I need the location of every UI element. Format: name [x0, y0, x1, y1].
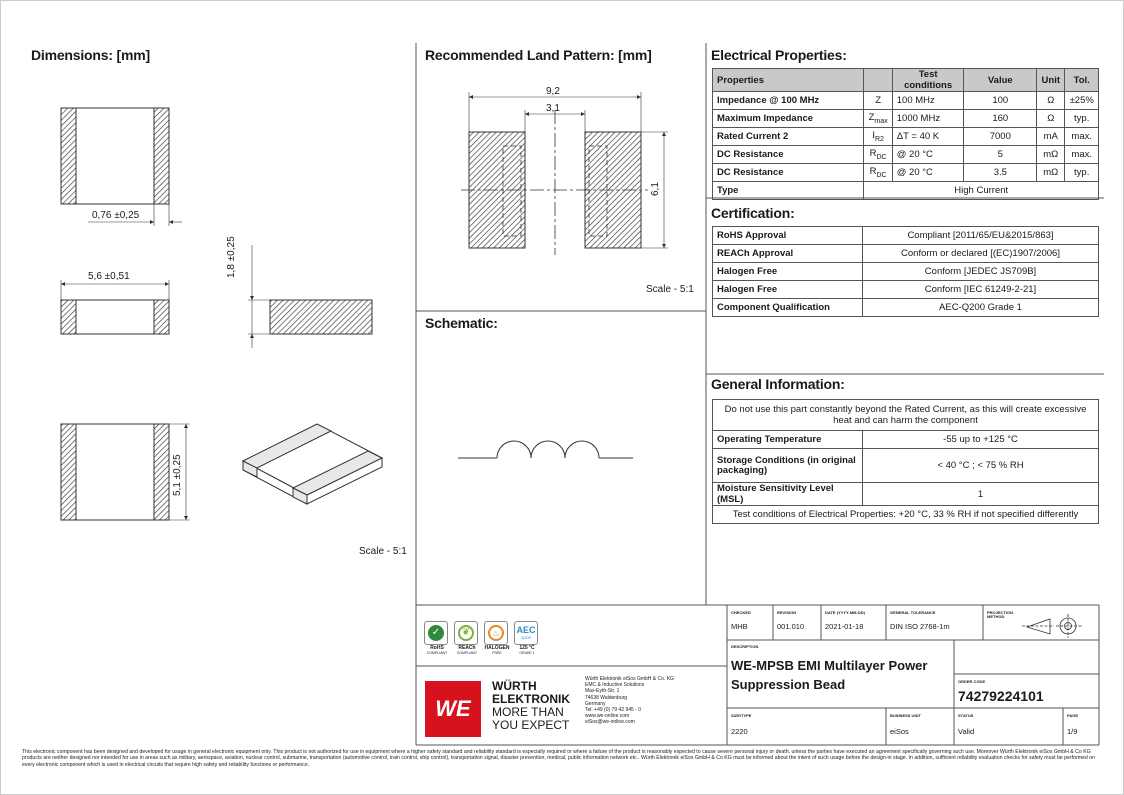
cert-value: AEC-Q200 Grade 1: [863, 299, 1099, 317]
col-header: [864, 69, 892, 92]
reach-badge: [454, 621, 480, 661]
prop-cell: DC Resistance: [713, 146, 864, 164]
cert-value: Conform [JEDEC JS709B]: [863, 263, 1099, 281]
date-value: 2021-01-18: [825, 622, 864, 631]
schematic-heading: Schematic:: [425, 315, 498, 331]
value-cell: 160: [964, 110, 1037, 128]
address-line: Tel. +49 (0) 79 42 945 - 0: [585, 707, 642, 714]
prop-cell: DC Resistance: [713, 164, 864, 182]
badge-row: [424, 621, 542, 661]
cond-cell: @ 20 °C: [892, 164, 964, 182]
cert-label: Halogen Free: [713, 281, 863, 299]
table-row: [713, 227, 1099, 245]
tol-cell: max.: [1065, 146, 1099, 164]
size-label: SIZE/TYPE: [731, 713, 752, 718]
revision-value: 001.010: [777, 622, 805, 631]
page-label: PAGE: [1067, 713, 1079, 718]
gen-label: Operating Temperature: [713, 431, 863, 449]
company-address: [585, 676, 674, 726]
table-row: [713, 449, 1099, 483]
gen-value: 1: [863, 483, 1099, 506]
symbol-cell: $R_{DC}$: [864, 146, 892, 164]
electrical-heading: Electrical Properties:: [711, 47, 847, 63]
cert-label: REACh Approval: [713, 245, 863, 263]
badge-label: RoHS: [430, 645, 444, 651]
unit-cell: mΩ: [1037, 146, 1065, 164]
bottom-view-drawing: [61, 424, 190, 520]
tol-cell: ±25%: [1065, 92, 1099, 110]
we-logo: [425, 681, 481, 737]
prop-cell: Type: [713, 182, 864, 200]
side-view-drawing: [61, 280, 169, 334]
badge-sub: COMPLIANT: [426, 651, 448, 655]
product-title-2: Suppression Bead: [731, 677, 846, 692]
certification-table: [712, 226, 1099, 317]
gen-value: < 40 °C ; < 75 % RH: [863, 449, 1099, 483]
cert-value: Conform [IEC 61249-2-21]: [863, 281, 1099, 299]
product-title: [731, 656, 927, 694]
land-gap: 3,1: [546, 103, 560, 114]
cond-cell: ΔT = 40 K: [892, 128, 964, 146]
tol-cell: typ.: [1065, 164, 1099, 182]
symbol-cell: Z: [864, 92, 892, 110]
svg-text:WE: WE: [435, 696, 471, 721]
cert-value: Conform or declared [(EC)1907/2006]: [863, 245, 1099, 263]
tol-cell: max.: [1065, 128, 1099, 146]
land-width-total: 9,2: [546, 86, 560, 97]
certification-heading: Certification:: [711, 205, 795, 221]
value-cell: 7000: [964, 128, 1037, 146]
land-pattern-drawing: [461, 92, 668, 255]
unit-cell: mΩ: [1037, 164, 1065, 182]
dim-width: 5,1 ±0,25: [172, 454, 183, 496]
badge-sub: FREE: [492, 651, 502, 655]
value-cell: 5: [964, 146, 1037, 164]
tolerance-label: GENERAL TOLERANCE: [890, 610, 936, 615]
tol-cell: typ.: [1065, 110, 1099, 128]
electrical-table: [712, 68, 1099, 200]
aec-badge: [514, 621, 540, 661]
leaf-icon: ❦: [454, 621, 478, 645]
address-line: Max-Eyth-Str. 1: [585, 688, 620, 695]
slogan-1: MORE THAN: [492, 705, 564, 719]
general-table: [712, 399, 1099, 524]
date-label: DATE (YYYY-MM-DD): [825, 610, 865, 615]
dim-height: 1,8 ±0,25: [226, 236, 237, 278]
cert-label: RoHS Approval: [713, 227, 863, 245]
description-label: DESCRIPTION: [731, 644, 759, 649]
table-row: [713, 92, 1099, 110]
gen-label: Storage Conditions (in original packaging): [713, 449, 863, 483]
checked-label: CHECKED: [731, 610, 751, 615]
status-label: STATUS: [958, 713, 974, 718]
halogen-badge: [484, 621, 510, 661]
product-title-1: WE-MPSB EMI Multilayer Power: [731, 658, 928, 673]
address-line: EMC & Inductive Solutions: [585, 682, 645, 689]
land-pattern-heading: Recommended Land Pattern: [mm]: [425, 47, 652, 63]
badge-label: HALOGEN: [484, 645, 510, 651]
disclaimer: This electronic component has been designed and developed for usage in general electronic equipment only. This product is not authorized for use in equipment where a higher safety standard and reliability standard is especially required or where a failure of the product is reasonably expected to cause severe personal injury or death, unless the parties have executed an agreement specifically governing such use. Moreover Würth Elektronik eiSos GmbH & Co KG products are neither designed nor intended for use in areas such as military, aerospace, aviation, nuclear control, submarine, transportation (automotive control, train control, ship control), transportation signal, disaster prevention, medical, public information network etc.. Würth Elektronik eiSos GmbH & Co KG must be informed about the intent of such usage before the design-in stage. In addition, sufficient reliability evaluation checks for safety must be performed on every electronic component which is used in electrical circuits that require high safety and reliability functions or performance.: [22, 749, 1096, 768]
unit-cell: Ω: [1037, 92, 1065, 110]
status-value: Valid: [958, 727, 975, 736]
badge-label: 125 °C: [519, 645, 535, 651]
table-row: [713, 245, 1099, 263]
table-row: [713, 281, 1099, 299]
symbol-cell: $R_{DC}$: [864, 164, 892, 182]
table-row: [713, 506, 1099, 524]
cert-value: Compliant [2011/65/EU&2015/863]: [863, 227, 1099, 245]
cond-cell: @ 20 °C: [892, 146, 964, 164]
address-line: Würth Elektronik eiSos GmbH & Co. KG: [585, 676, 674, 682]
rohs-icon: ✓: [424, 621, 448, 645]
gen-label: Moisture Sensitivity Level (MSL): [713, 483, 863, 506]
unit-cell: mA: [1037, 128, 1065, 146]
projection-symbol: [1022, 614, 1082, 638]
value-cell: 3.5: [964, 164, 1037, 182]
tolerance-value: DIN ISO 2768-1m: [890, 622, 950, 631]
cond-cell: 100 MHz: [892, 92, 964, 110]
prop-cell: Maximum Impedance: [713, 110, 864, 128]
gen-value: -55 up to +125 °C: [863, 431, 1099, 449]
table-row: [713, 128, 1099, 146]
end-view-drawing: [248, 245, 372, 348]
col-header: Unit: [1037, 69, 1065, 92]
table-row: [713, 164, 1099, 182]
cert-label: Component Qualification: [713, 299, 863, 317]
conditions-footer: Test conditions of Electrical Properties: +20 °C, 33 % RH if not specified differently: [713, 506, 1099, 524]
projection-label: PROJECTION METHOD: [987, 610, 1014, 619]
rohs-badge: [424, 621, 450, 661]
aec-text: AEC: [516, 625, 536, 635]
slogan-2: YOU EXPECT: [492, 718, 570, 732]
website-link[interactable]: www.we-online.com: [585, 713, 630, 720]
company-name: [492, 680, 570, 732]
schematic-inductor: [458, 441, 633, 458]
value-cell: 100: [964, 92, 1037, 110]
badge-sub: GRADE 1: [519, 651, 535, 655]
table-row: [713, 146, 1099, 164]
email-link[interactable]: eiSos@we-online.com: [585, 719, 635, 726]
cert-label: Halogen Free: [713, 263, 863, 281]
page-value: 1/9: [1067, 727, 1078, 736]
address-line: 74638 Waldenburg: [585, 694, 628, 701]
col-header: Value: [964, 69, 1037, 92]
top-view-drawing: [61, 108, 182, 226]
prop-cell: Impedance @ 100 MHz: [713, 92, 864, 110]
size-value: 2220: [731, 727, 748, 736]
symbol-cell: $I_{R2}$: [864, 128, 892, 146]
symbol-cell: $Z_{max}$: [864, 110, 892, 128]
dimensions-heading: Dimensions: [mm]: [31, 47, 150, 63]
land-scale: Scale - 5:1: [646, 284, 694, 295]
revision-label: REVISION: [777, 610, 797, 615]
general-heading: General Information:: [711, 376, 845, 392]
table-row: [713, 263, 1099, 281]
order-code-label: ORDER CODE: [958, 679, 986, 684]
business-unit-value: eiSos: [890, 727, 909, 736]
cond-cell: 1000 MHz: [892, 110, 964, 128]
checked-value: MHB: [731, 622, 748, 631]
company-name-1: WÜRTH: [492, 679, 537, 693]
badge-label: REACh: [458, 645, 476, 651]
table-row: [713, 182, 1099, 200]
table-row: [713, 110, 1099, 128]
address-line: Germany: [585, 700, 606, 707]
unit-cell: Ω: [1037, 110, 1065, 128]
order-code: 74279224101: [958, 688, 1044, 704]
business-unit-label: BUSINESS UNIT: [890, 713, 921, 718]
company-name-2: ELEKTRONIK: [492, 692, 570, 706]
badge-sub: COMPLIANT: [456, 651, 478, 655]
col-header: Tol.: [1065, 69, 1099, 92]
table-row: [713, 400, 1099, 431]
isometric-drawing: [243, 424, 382, 504]
type-value-cell: High Current: [864, 182, 1099, 200]
flame-icon: ♨: [484, 621, 508, 645]
table-row: [713, 299, 1099, 317]
warning-cell: Do not use this part constantly beyond the Rated Current, as this will create excessive heat and can harm the component: [713, 400, 1099, 431]
prop-cell: Rated Current 2: [713, 128, 864, 146]
dimensions-scale: Scale - 5:1: [359, 546, 407, 557]
dim-terminal-width: 0,76 ±0,25: [92, 210, 140, 221]
col-header: Properties: [713, 69, 864, 92]
col-header: Test conditions: [892, 69, 964, 92]
aec-icon: [514, 621, 538, 645]
dim-length: 5,6 ±0,51: [88, 271, 130, 282]
land-height: 6,1: [650, 182, 661, 196]
table-row: [713, 483, 1099, 506]
aec-sub: Q200: [521, 635, 531, 640]
table-row: [713, 431, 1099, 449]
